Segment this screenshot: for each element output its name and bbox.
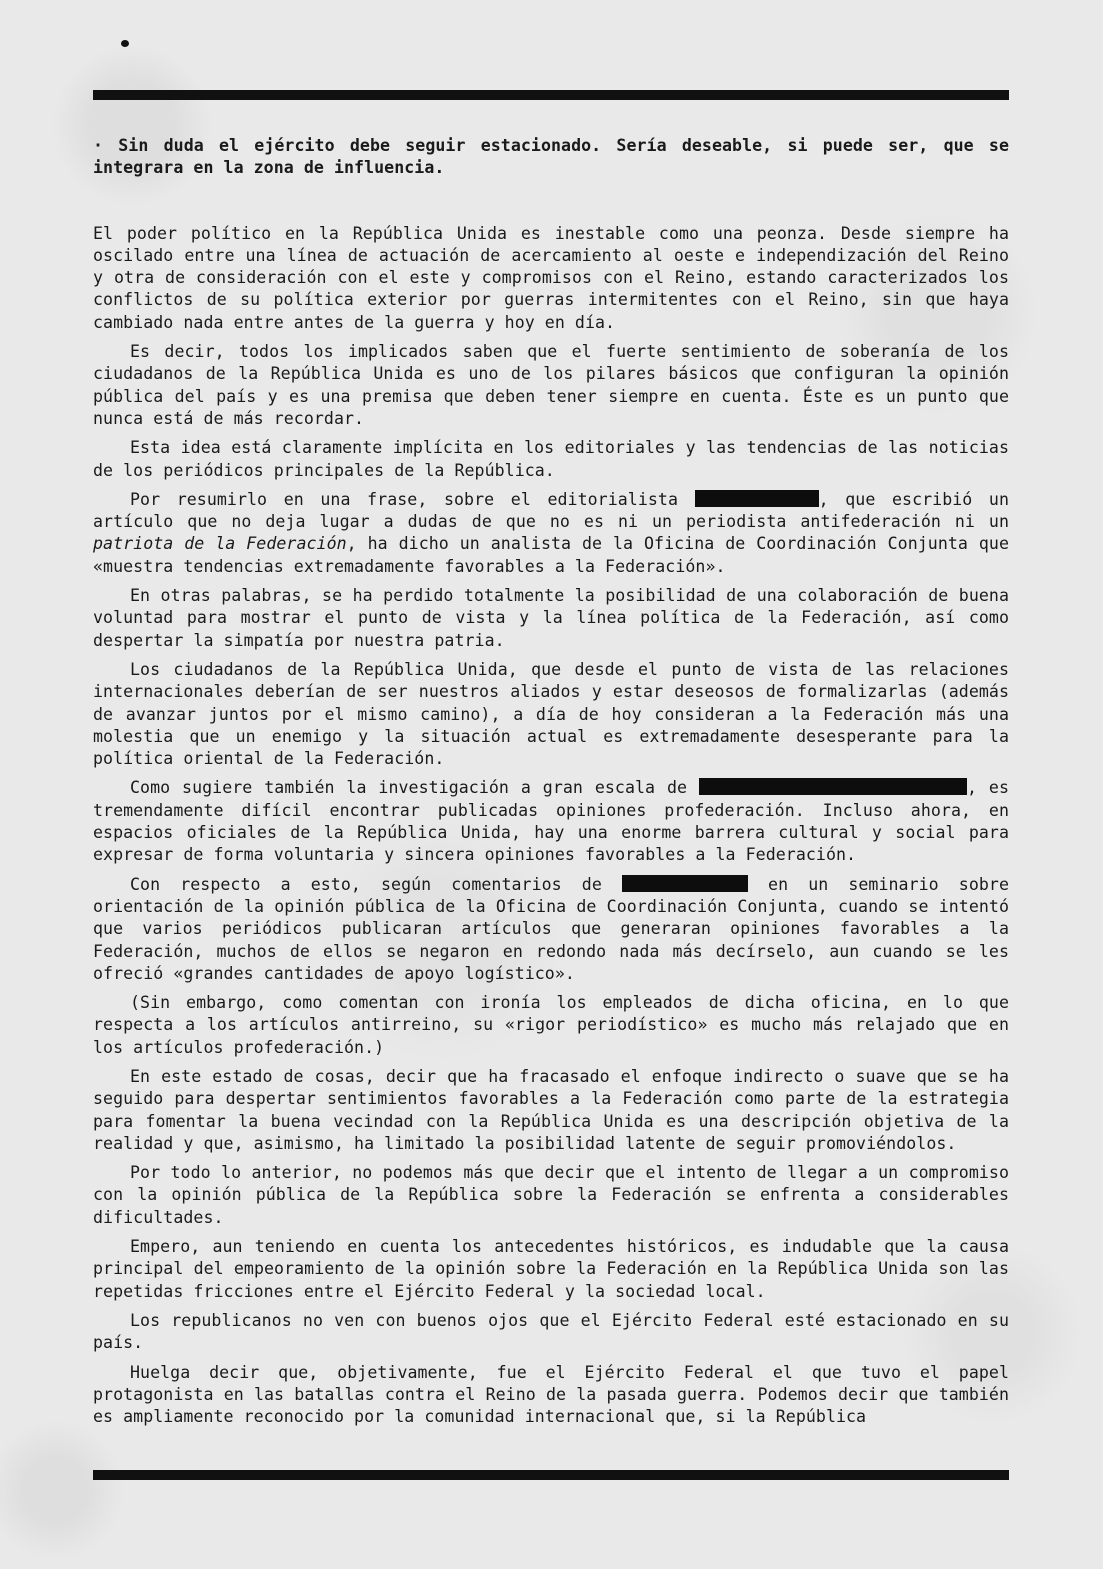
paragraph-14: Huelga decir que, objetivamente, fue el Ejército Federal el que tuvo el papel protagonista en las batallas contra el Reino de la pasada guerra. Podemos decir que también es ampliamente reconocido por la comunidad internacional que, si la República bbox=[93, 1362, 1009, 1427]
lead-statement: · Sin duda el ejército debe seguir estacionado. Sería deseable, si puede ser, que se integrara en la zona de influencia. bbox=[93, 136, 1009, 178]
paragraph-7-text-b: , es tremendamente difícil encontrar publicadas opiniones profederación. Incluso ahora, en espacios oficiales de la República Unida, hay una enorme barrera cultural y social para expresar de forma voluntaria y sincera opiniones favorables a la Federación. bbox=[93, 778, 1009, 865]
paragraph-4-emphasis: patriota de la Federación bbox=[93, 534, 347, 554]
paragraph-8 bbox=[93, 874, 1009, 985]
top-rule bbox=[93, 90, 1009, 100]
paragraph-9: (Sin embargo, como comentan con ironía los empleados de dicha oficina, en lo que respecta a los artículos antirreino, su «rigor periodístico» es mucho más relajado que en los artículos profederación.) bbox=[93, 993, 1009, 1057]
paragraph-4-text-d: , ha dicho un analista de la Oficina de Coordinación Conjunta que «muestra tendencias extremadamente favorables a la Federación». bbox=[93, 534, 1009, 576]
paragraph-4-text-a: Por resumirlo en una frase, sobre el editorialista bbox=[130, 489, 695, 509]
paragraph-4 bbox=[93, 489, 1009, 578]
bottom-rule bbox=[93, 1470, 1009, 1480]
paragraph-4-text-b: , que escribió un artículo que no deja lugar a dudas de que no es ni un periodista antifederación ni un bbox=[93, 489, 1009, 532]
paragraph-1: El poder político en la República Unida es inestable como una peonza. Desde siempre ha oscilado entre una línea de actuación de acercamiento al oeste e independización del Reino y otra de consideración con el este y compromisos con el Reino, estando caracterizados los conflictos de su política exterior por guerras intermitentes con el Reino, sin que haya cambiado nada entre antes de la guerra y hoy en día. bbox=[93, 223, 1009, 332]
paragraph-3: Esta idea está claramente implícita en los editoriales y las tendencias de las noticias de los periódicos principales de la República. bbox=[93, 438, 1009, 480]
paragraph-13: Los republicanos no ven con buenos ojos que el Ejército Federal esté estacionado en su país. bbox=[93, 1310, 1009, 1353]
paragraph-12: Empero, aun teniendo en cuenta los antecedentes históricos, es indudable que la causa principal del empeoramiento de la opinión sobre la Federación en la República Unida son las repetidas fricciones entre el Ejército Federal y la sociedad local. bbox=[93, 1237, 1009, 1301]
ink-speck bbox=[121, 40, 129, 47]
paragraph-8-text-b: en un seminario sobre orientación de la opinión pública de la Oficina de Coordinación Conjunta, cuando se intentó que varios periódicos publicaran artículos que generaran opiniones favorables a la Federación, muchos de ellos se negaron en redondo nada más decírselo, aun cuando se les ofreció «grandes cantidades de apoyo logístico». bbox=[93, 874, 1009, 983]
paragraph-7 bbox=[93, 777, 1009, 866]
paragraph-10: En este estado de cosas, decir que ha fracasado el enfoque indirecto o suave que se ha seguido para despertar sentimientos favorables a la Federación como parte de la estrategia para fomentar la buena vecindad con la República Unida es una descripción objetiva de la realidad y que, asimismo, ha limitado la posibilidad latente de seguir promoviéndolos. bbox=[93, 1066, 1009, 1153]
document-body bbox=[93, 135, 1009, 1435]
paragraph-11: Por todo lo anterior, no podemos más que decir que el intento de llegar a un compromiso con la opinión pública de la República sobre la Federación se enfrenta a considerables dificultades. bbox=[93, 1163, 1009, 1227]
redaction-bar bbox=[622, 875, 748, 892]
redaction-bar bbox=[699, 778, 967, 795]
paragraph-2: Es decir, todos los implicados saben que el fuerte sentimiento de soberanía de los ciudadanos de la República Unida es uno de los pilares básicos que configuran la opinión pública del país y es una premisa que deben tener siempre en cuenta. Éste es un punto que nunca está de más recordar. bbox=[93, 342, 1009, 428]
redaction-bar bbox=[695, 490, 819, 507]
paragraph-8-text-a: Con respecto a esto, según comentarios de bbox=[130, 874, 622, 894]
paragraph-6: Los ciudadanos de la República Unida, que desde el punto de vista de las relaciones internacionales deberían de ser nuestros aliados y estar deseosos de formalizarlas (además de avanzar juntos por el mismo camino), a día de hoy consideran a la Federación más una molestia que un enemigo y la situación actual es extremadamente desesperante para la política oriental de la Federación. bbox=[93, 659, 1009, 769]
paragraph-5: En otras palabras, se ha perdido totalmente la posibilidad de una colaboración de buena voluntad para mostrar el punto de vista y la línea política de la Federación, así como despertar la simpatía por nuestra patria. bbox=[93, 586, 1009, 650]
paragraph-7-text-a: Como sugiere también la investigación a gran escala de bbox=[130, 778, 699, 798]
